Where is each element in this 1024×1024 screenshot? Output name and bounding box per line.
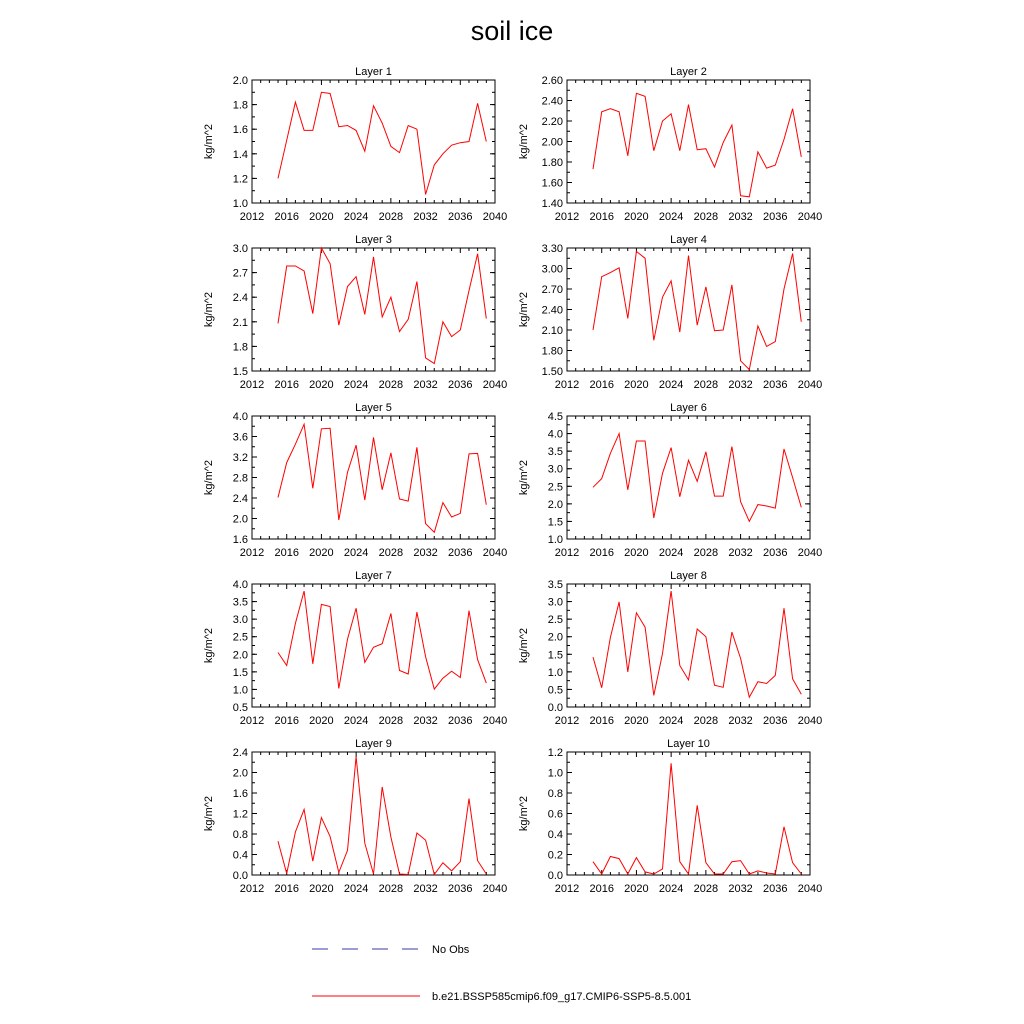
panel-title: Layer 2 (670, 66, 707, 78)
x-tick-label: 2016 (589, 715, 614, 727)
x-tick-label: 2020 (309, 547, 334, 559)
x-tick-label: 2024 (343, 715, 369, 727)
x-tick-label: 2012 (239, 883, 265, 895)
legend-label-no-obs: No Obs (432, 944, 470, 956)
plot-frame (252, 416, 495, 539)
panel-title: Layer 7 (355, 570, 392, 582)
x-tick-label: 2028 (378, 547, 404, 559)
x-tick-label: 2036 (763, 211, 788, 223)
x-tick-label: 2012 (239, 715, 265, 727)
chart-panel-layer-4 (518, 234, 822, 391)
chart-panel-layer-2 (518, 66, 822, 223)
x-tick-label: 2040 (797, 715, 823, 727)
y-tick-label: 2.0 (232, 767, 248, 780)
y-tick-label: 2.5 (547, 481, 563, 494)
x-tick-label: 2040 (797, 379, 823, 391)
y-tick-label: 0.4 (232, 849, 248, 862)
y-tick-label: 2.0 (547, 498, 563, 511)
y-tick-label: 1.0 (547, 767, 563, 780)
x-tick-label: 2016 (274, 547, 299, 559)
x-tick-label: 2024 (658, 379, 684, 391)
y-tick-label: 0.0 (232, 870, 248, 882)
plot-frame (567, 80, 810, 203)
x-tick-label: 2036 (763, 715, 788, 727)
y-tick-label: 1.40 (541, 198, 563, 210)
y-tick-label: 1.6 (232, 534, 248, 546)
y-tick-label: 1.50 (541, 366, 563, 378)
y-tick-label: 1.5 (232, 666, 248, 679)
x-tick-label: 2020 (624, 883, 649, 895)
x-tick-label: 2040 (797, 211, 823, 223)
y-tick-label: 1.4 (232, 148, 248, 161)
plot-frame (252, 584, 495, 707)
y-tick-label: 4.0 (232, 411, 248, 423)
x-tick-label: 2024 (658, 883, 684, 895)
chart-panel-layer-5 (203, 402, 507, 559)
y-tick-label: 3.5 (547, 579, 563, 591)
x-tick-label: 2028 (693, 883, 719, 895)
y-axis-label: kg/m^2 (518, 291, 530, 328)
y-tick-label: 2.0 (232, 649, 248, 662)
y-axis-label: kg/m^2 (518, 627, 530, 664)
plot-frame (567, 248, 810, 371)
x-tick-label: 2016 (274, 883, 299, 895)
x-tick-label: 2012 (554, 379, 580, 391)
x-tick-label: 2040 (482, 547, 508, 559)
y-tick-label: 1.80 (541, 157, 563, 169)
panel-title: Layer 8 (670, 570, 707, 582)
series-line (278, 248, 486, 364)
x-tick-label: 2032 (728, 379, 753, 391)
y-tick-label: 3.0 (547, 463, 563, 476)
x-tick-label: 2036 (763, 379, 788, 391)
x-tick-label: 2032 (413, 715, 438, 727)
x-tick-label: 2036 (448, 715, 473, 727)
y-tick-label: 1.0 (547, 534, 563, 546)
y-tick-label: 0.5 (547, 684, 563, 697)
x-tick-label: 2036 (448, 547, 473, 559)
page-title: soil ice (470, 16, 554, 46)
y-tick-label: 1.60 (541, 177, 563, 190)
x-tick-label: 2020 (624, 547, 649, 559)
x-tick-label: 2024 (343, 883, 369, 895)
y-tick-label: 3.5 (547, 446, 563, 459)
x-tick-label: 2024 (658, 547, 684, 559)
panel-title: Layer 10 (667, 738, 710, 750)
y-tick-label: 2.60 (541, 75, 563, 87)
panel-title: Layer 9 (355, 738, 392, 750)
x-tick-label: 2040 (482, 715, 508, 727)
y-tick-label: 3.30 (541, 243, 563, 255)
x-tick-label: 2020 (309, 883, 334, 895)
y-tick-label: 2.40 (541, 304, 563, 317)
x-tick-label: 2032 (728, 547, 753, 559)
y-axis-label: kg/m^2 (518, 795, 530, 832)
y-tick-label: 2.70 (541, 284, 563, 296)
x-tick-label: 2024 (658, 211, 684, 223)
x-tick-label: 2036 (763, 883, 788, 895)
y-tick-label: 2.8 (232, 472, 248, 485)
x-tick-label: 2028 (693, 211, 719, 223)
panel-title: Layer 5 (355, 402, 392, 414)
x-tick-label: 2028 (378, 715, 404, 727)
chart-panel-layer-7 (203, 570, 507, 727)
x-tick-label: 2036 (448, 883, 473, 895)
y-tick-label: 2.10 (541, 325, 563, 337)
y-tick-label: 2.20 (541, 116, 563, 128)
x-tick-label: 2016 (589, 379, 614, 391)
x-tick-label: 2016 (274, 211, 299, 223)
y-tick-label: 2.5 (232, 631, 248, 644)
x-tick-label: 2024 (343, 379, 369, 391)
plot-frame (567, 752, 810, 875)
y-tick-label: 3.0 (232, 243, 248, 255)
x-tick-label: 2016 (274, 715, 299, 727)
y-tick-label: 2.0 (232, 75, 248, 87)
x-tick-label: 2012 (554, 211, 580, 223)
y-tick-label: 1.0 (547, 666, 563, 679)
plot-frame (252, 752, 495, 875)
x-tick-label: 2032 (413, 211, 438, 223)
y-axis-label: kg/m^2 (203, 627, 215, 664)
y-tick-label: 3.2 (232, 452, 248, 464)
y-tick-label: 0.0 (547, 702, 563, 714)
series-line (593, 763, 801, 874)
y-tick-label: 2.1 (232, 316, 248, 329)
x-tick-label: 2020 (309, 715, 334, 727)
y-axis-label: kg/m^2 (203, 123, 215, 160)
panel-title: Layer 4 (670, 234, 707, 246)
y-tick-label: 2.0 (232, 513, 248, 526)
series-line (593, 434, 801, 522)
series-line (278, 591, 486, 689)
y-tick-label: 3.0 (232, 614, 248, 627)
panel-title: Layer 3 (355, 234, 392, 246)
x-tick-label: 2020 (309, 211, 334, 223)
panel-title: Layer 1 (355, 66, 392, 78)
chart-panel-layer-6 (518, 402, 822, 559)
x-tick-label: 2016 (589, 547, 614, 559)
plot-frame (252, 80, 495, 203)
y-tick-label: 2.0 (547, 631, 563, 644)
series-line (278, 92, 486, 194)
legend-label-model: b.e21.BSSP585cmip6.f09_g17.CMIP6-SSP5-8.5.001 (432, 991, 692, 1003)
plot-frame (567, 416, 810, 539)
x-tick-label: 2032 (413, 883, 438, 895)
y-axis-label: kg/m^2 (203, 291, 215, 328)
y-axis-label: kg/m^2 (518, 459, 530, 496)
x-tick-label: 2028 (693, 379, 719, 391)
x-tick-label: 2016 (589, 883, 614, 895)
x-tick-label: 2032 (413, 379, 438, 391)
x-tick-label: 2040 (482, 379, 508, 391)
series-line (593, 591, 801, 697)
y-axis-label: kg/m^2 (518, 123, 530, 160)
y-tick-label: 1.5 (547, 516, 563, 529)
chart-panel-layer-9 (203, 738, 507, 895)
y-tick-label: 1.6 (232, 124, 248, 137)
y-tick-label: 1.8 (232, 341, 248, 354)
y-tick-label: 0.8 (232, 829, 248, 841)
y-tick-label: 2.7 (232, 267, 248, 280)
x-tick-label: 2012 (239, 211, 265, 223)
x-tick-label: 2028 (378, 211, 404, 223)
x-tick-label: 2012 (554, 547, 580, 559)
legend (312, 944, 691, 1003)
x-tick-label: 2036 (448, 211, 473, 223)
y-tick-label: 1.5 (232, 366, 248, 378)
x-tick-label: 2012 (554, 883, 580, 895)
chart-panel-layer-10 (518, 738, 822, 895)
x-tick-label: 2024 (343, 547, 369, 559)
x-tick-label: 2028 (693, 715, 719, 727)
y-tick-label: 0.4 (547, 829, 563, 841)
panel-title: Layer 6 (670, 402, 707, 414)
x-tick-label: 2040 (797, 883, 823, 895)
x-tick-label: 2040 (482, 883, 508, 895)
y-tick-label: 2.40 (541, 95, 563, 108)
x-tick-label: 2020 (624, 211, 649, 223)
y-tick-label: 0.2 (547, 849, 563, 862)
y-tick-label: 4.0 (547, 428, 563, 441)
y-tick-label: 1.2 (547, 747, 563, 759)
series-line (278, 424, 486, 532)
y-tick-label: 1.2 (232, 808, 248, 821)
series-line (593, 251, 801, 369)
y-tick-label: 2.4 (232, 292, 248, 305)
y-tick-label: 1.0 (232, 684, 248, 697)
y-tick-label: 2.00 (541, 136, 563, 149)
x-tick-label: 2028 (378, 883, 404, 895)
x-tick-label: 2020 (309, 379, 334, 391)
x-tick-label: 2024 (658, 715, 684, 727)
y-tick-label: 0.5 (232, 702, 248, 714)
x-tick-label: 2012 (554, 715, 580, 727)
x-tick-label: 2016 (589, 211, 614, 223)
y-tick-label: 1.6 (232, 788, 248, 800)
x-tick-label: 2012 (239, 547, 265, 559)
y-tick-label: 3.5 (232, 596, 248, 609)
x-tick-label: 2020 (624, 379, 649, 391)
y-tick-label: 2.4 (232, 493, 248, 505)
x-tick-label: 2040 (482, 211, 508, 223)
y-axis-label: kg/m^2 (203, 459, 215, 496)
x-tick-label: 2028 (693, 547, 719, 559)
y-tick-label: 1.2 (232, 173, 248, 186)
x-tick-label: 2020 (624, 715, 649, 727)
y-tick-label: 1.0 (232, 198, 248, 210)
y-axis-label: kg/m^2 (203, 795, 215, 832)
y-tick-label: 3.0 (547, 596, 563, 609)
y-tick-label: 3.6 (232, 431, 248, 444)
y-tick-label: 0.8 (547, 788, 563, 800)
y-tick-label: 3.00 (541, 263, 563, 276)
y-tick-label: 1.8 (232, 99, 248, 112)
y-tick-label: 1.5 (547, 649, 563, 662)
y-tick-label: 0.6 (547, 808, 563, 821)
x-tick-label: 2040 (797, 547, 823, 559)
chart-panel-layer-1 (203, 66, 507, 223)
x-tick-label: 2032 (728, 715, 753, 727)
chart-panel-layer-8 (518, 570, 822, 727)
x-tick-label: 2016 (274, 379, 299, 391)
y-tick-label: 4.0 (232, 579, 248, 591)
x-tick-label: 2012 (239, 379, 265, 391)
x-tick-label: 2032 (728, 211, 753, 223)
series-line (593, 93, 801, 197)
x-tick-label: 2032 (413, 547, 438, 559)
y-tick-label: 2.5 (547, 614, 563, 627)
y-tick-label: 0.0 (547, 870, 563, 882)
x-tick-label: 2036 (448, 379, 473, 391)
y-tick-label: 2.4 (232, 747, 248, 759)
x-tick-label: 2036 (763, 547, 788, 559)
x-tick-label: 2024 (343, 211, 369, 223)
chart-panel-layer-3 (203, 234, 507, 391)
y-tick-label: 4.5 (547, 411, 563, 423)
x-tick-label: 2028 (378, 379, 404, 391)
x-tick-label: 2032 (728, 883, 753, 895)
plot-frame (567, 584, 810, 707)
series-line (278, 757, 486, 875)
y-tick-label: 1.80 (541, 345, 563, 358)
